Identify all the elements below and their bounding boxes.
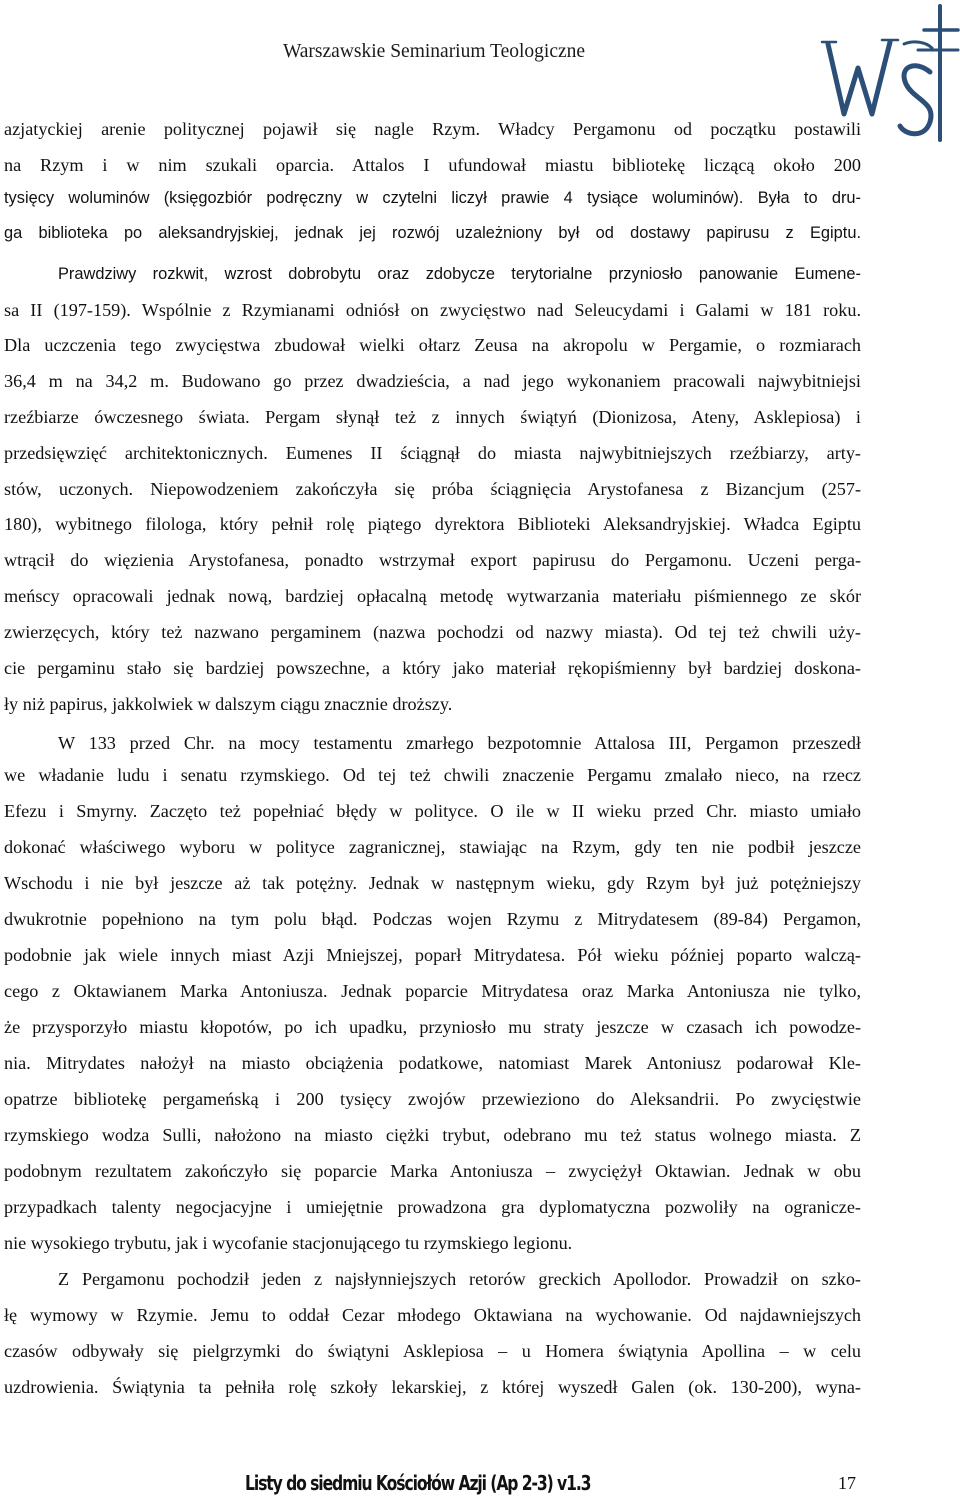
text-line: cego z Oktawianem Marka Antoniusza. Jednak poparcie Mitrydatesa oraz Marka Antoniusza nie tylko, — [4, 981, 861, 1001]
text-line: Prawdziwy rozkwit, wzrost dobrobytu oraz zdobycze terytorialne przyniosło panowanie Eumene- — [58, 265, 861, 283]
text-line: łę wymowy w Rzymie. Jemu to oddał Cezar młodego Oktawiana na wychowanie. Od najdawniejszych — [4, 1305, 861, 1325]
text-line: na Rzym i w nim szukali oparcia. Attalos I ufundował miastu bibliotekę liczącą około 200 — [4, 155, 861, 175]
text-line: Efezu i Smyrny. Zaczęto też popełniać błędy w polityce. O ile w II wieku przed Chr. miasto umiało — [4, 801, 861, 821]
text-line: Z Pergamonu pochodził jeden z najsłynniejszych retorów greckich Apollodor. Prowadził on szko- — [58, 1269, 861, 1289]
page-number: 17 — [838, 1473, 856, 1493]
text-line: azjatyckiej arenie politycznej pojawił się nagle Rzym. Władcy Pergamonu od początku postawili — [4, 119, 861, 139]
text-line: Wschodu i nie był jeszcze aż tak potężny. Jednak w następnym wieku, gdy Rzym był już potężniejszy — [4, 873, 861, 893]
text-line: dokonać właściwego wyboru w polityce zagranicznej, stawiając na Rzym, gdy ten nie podbił jeszcze — [4, 837, 861, 857]
text-line: we władanie ludu i senatu rzymskiego. Od tej też chwili znaczenie Pergamu zmalało nieco, na rzecz — [4, 765, 861, 785]
text-line: zwierzęcych, który też nazwano pergaminem (nazwa pochodzi od nazwy miasta). Od tej też chwili uży- — [4, 622, 861, 642]
text-line: nia. Mitrydates nałożył na miasto obciążenia podatkowe, natomiast Marek Antoniusz podarował Kle- — [4, 1053, 861, 1073]
text-line: rzeźbiarze ówczesnego świata. Pergam słynął też z innych świątyń (Dionizosa, Ateny, Asklepiosa) i — [4, 407, 861, 427]
text-line: dwukrotnie popełniono na tym polu błąd. Podczas wojen Rzymu z Mitrydatesem (89-84) Pergamon, — [4, 909, 861, 929]
text-line: że przysporzyło miastu kłopotów, po ich upadku, przyniosło mu straty jeszcze w czasach ich powodze- — [4, 1017, 861, 1037]
text-line: ły niż papirus, jakkolwiek w dalszym ciągu znacznie droższy. — [4, 694, 453, 714]
text-line: 36,4 m na 34,2 m. Budowano go przez dwadzieścia, a nad jego wykonaniem pracowali najwybitniejsi — [4, 371, 861, 391]
text-line: uzdrowienia. Świątynia ta pełniła rolę szkoły lekarskiej, z której wyszedł Galen (ok. 130-200), wyna- — [4, 1377, 861, 1397]
footer-document-title: Listy do siedmiu Kościołów Azji (Ap 2-3) v1.3 — [245, 1471, 591, 1495]
text-line: 180), wybitnego filologa, który pełnił rolę piątego dyrektora Biblioteki Aleksandryjskiej. Władca Egiptu — [4, 514, 861, 534]
text-line: sa II (197-159). Wspólnie z Rzymianami odniósł on zwycięstwo nad Seleucydami i Galami w 181 roku. — [4, 300, 861, 320]
text-line: podobnym rezultatem zakończyło się poparcie Marka Antoniusza – zwyciężył Oktawian. Jednak w obu — [4, 1161, 861, 1181]
text-line: tysięcy woluminów (księgozbiór podręczny w czytelni liczył prawie 4 tysiące woluminów). Była to dru- — [4, 189, 861, 207]
text-line: nie wysokiego trybutu, jak i wycofanie stacjonującego tu rzymskiego legionu. — [4, 1233, 573, 1253]
text-line: opatrze bibliotekę pergameńską i 200 tysięcy zwojów przewieziono do Aleksandrii. Po zwycięstwie — [4, 1089, 861, 1109]
text-line: podobnie jak wiele innych miast Azji Mniejszej, poparł Mitrydatesa. Pół wieku później poparto walczą- — [4, 945, 861, 965]
running-header-title: Warszawskie Seminarium Teologiczne — [282, 41, 586, 62]
text-line: meńscy opracowali jednak nową, bardziej opłacalną metodę wytwarzania materiału piśmiennego ze skór — [4, 586, 861, 606]
text-line: W 133 przed Chr. na mocy testamentu zmarłego bezpotomnie Attalosa III, Pergamon przeszedł — [58, 733, 861, 753]
text-line: przypadkach talenty negocjacyjne i umiejętnie prowadzona gra dyplomatyczna pozwoliły na ogranicze- — [4, 1197, 861, 1217]
text-line: stów, uczonych. Niepowodzeniem zakończyła się próba ściągnięcia Arystofanesa z Bizancjum (257- — [4, 479, 861, 499]
text-line: czasów odbywały się pielgrzymki do świątyni Asklepiosa – u Homera świątynia Apollina – w celu — [4, 1341, 861, 1361]
text-line: ga biblioteka po aleksandryjskiej, jednak jej rozwój uzależniony był od dostawy papirusu z Egiptu. — [4, 224, 861, 242]
text-line: Dla uczczenia tego zwycięstwa zbudował wielki ołtarz Zeusa na akropolu w Pergamie, o rozmiarach — [4, 335, 861, 355]
text-line: przedsięwzięć architektonicznych. Eumenes II ściągnął do miasta najwybitniejszych rzeźbiarzy, arty- — [4, 443, 861, 463]
text-line: cie pergaminu stało się bardziej powszechne, a który jako materiał rękopiśmienny był bardziej doskona- — [4, 658, 861, 678]
text-line: rzymskiego wodza Sulli, nałożono na miasto ciężki trybut, odebrano mu też status wolnego miasta. Z — [4, 1125, 861, 1145]
text-line: wtrącił do więzienia Arystofanesa, ponadto wstrzymał export papirusu do Pergamonu. Uczeni perga- — [4, 550, 861, 570]
